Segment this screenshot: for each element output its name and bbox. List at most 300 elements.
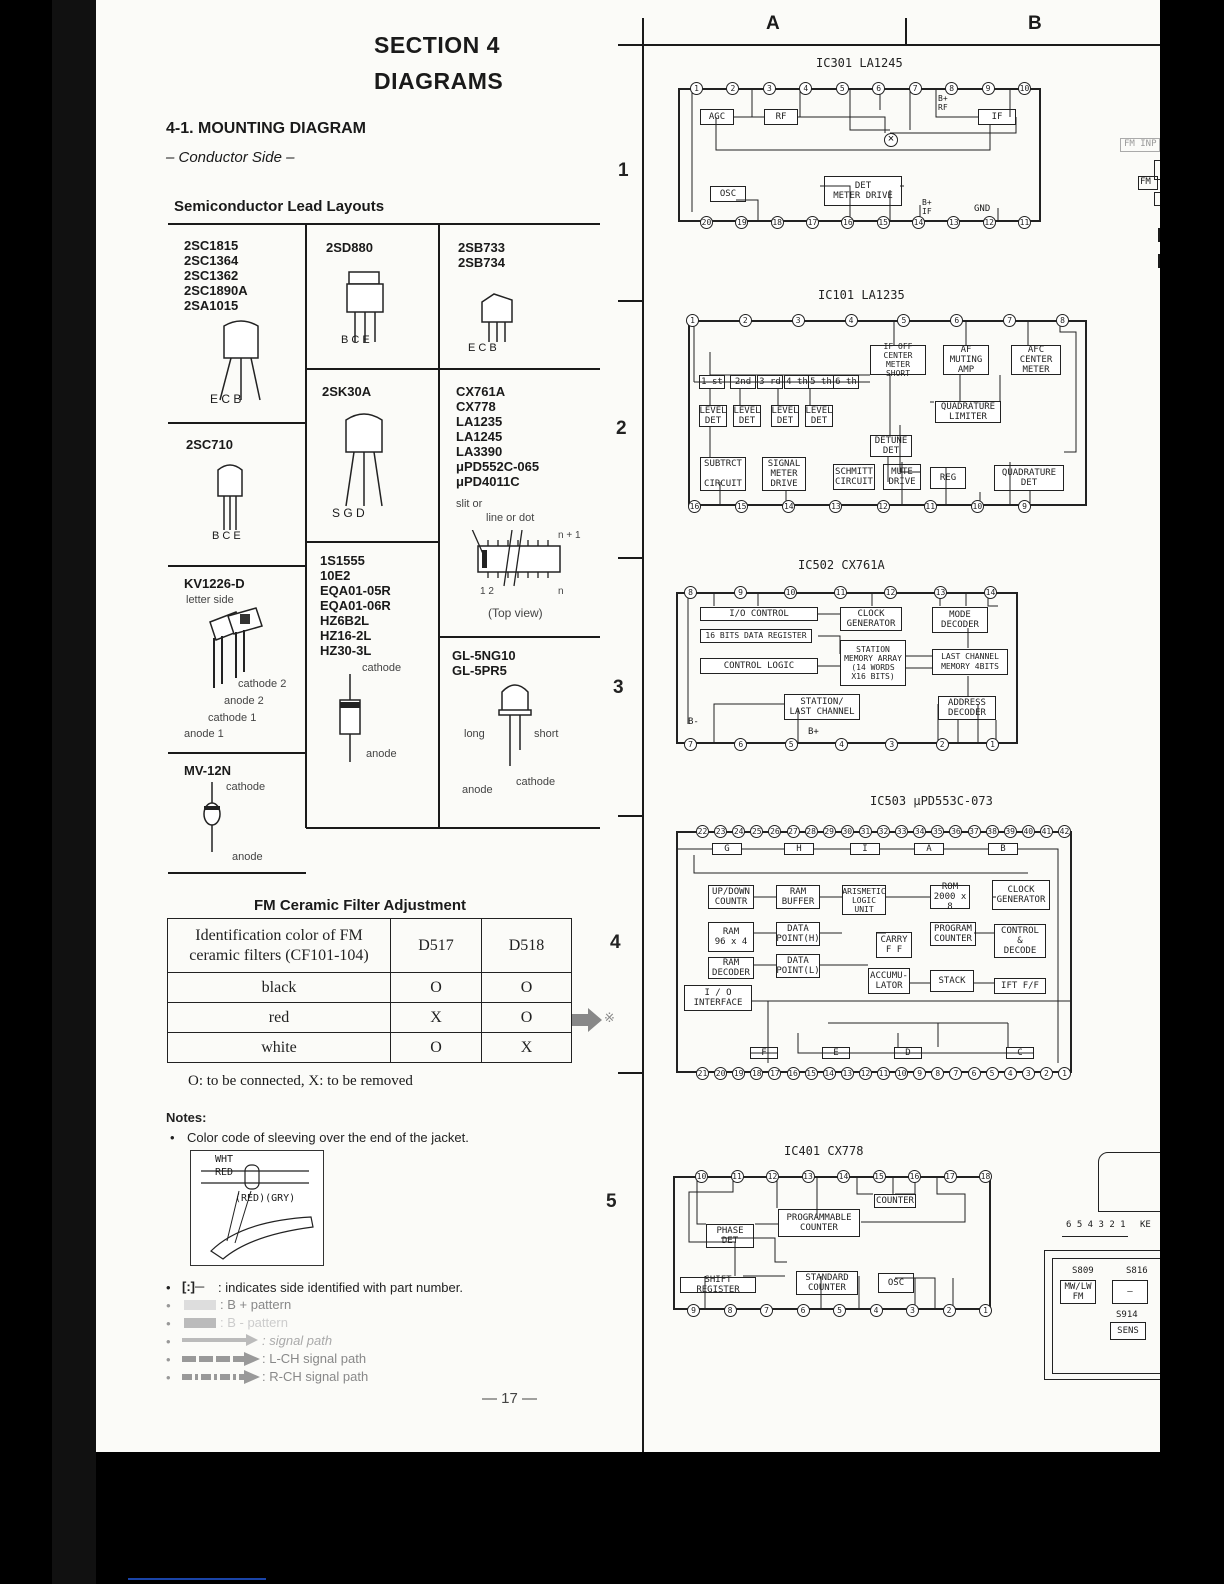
ic503-data-point-h: DATA POINT(H) [776,924,820,944]
ic-pin: 8 [724,1304,737,1317]
ic-pin: 12 [984,218,994,227]
manual-page [96,0,1160,1452]
ic502-data-register-block: 16 BITS DATA REGISTER [700,629,812,643]
grid-line [642,18,644,1452]
ic-pin: 7 [760,1304,773,1317]
ic-pin: 23 [715,827,726,836]
ic-pin: 13 [803,1172,813,1181]
ic502-bminus: B- [688,717,699,727]
ic101-signal-meter-block: SIGNAL METER DRIVE [762,457,806,491]
ic-pin: 18 [980,1172,991,1181]
b-minus-pattern-swatch [184,1318,216,1328]
subsection-title: 4-1. MOUNTING DIAGRAM [166,120,366,137]
ic-pin: 10 [1019,84,1030,93]
ic-pin: 31 [860,827,871,836]
ic-pin: 8 [945,82,958,95]
pointer-arrow-icon [572,1008,604,1032]
fet-icon [336,406,396,516]
ic-pin: 7 [949,1067,962,1080]
scan-artifact-line [128,1578,266,1580]
ic-pin: 11 [835,588,846,597]
filter-row-color: black [167,972,391,1003]
ic503-title: IC503 μPD553C-073 [870,794,993,808]
ic301-osc-block: OSC [710,186,746,202]
filter-row-d518: X [481,1032,572,1063]
ic-pin: 9 [734,586,747,599]
ic-pin: 15 [878,218,888,227]
edge-connector-outline [1098,1152,1160,1212]
ic-pin: 17 [770,1069,780,1078]
ic503-io-interface-block: I / O INTERFACE [684,985,752,1011]
ic-pin: 41 [1041,827,1052,836]
ic301-det-meter-block: DET METER DRIVE [824,176,902,206]
lch-signal-arrow-icon [182,1352,262,1366]
ic101-quad-limiter-block: QUADRATURE LIMITER [935,401,1001,423]
ic503-port-h: H [784,843,814,855]
ic-pin: 8 [931,1067,944,1080]
ic401-standard-counter-block: STANDARD COUNTER [796,1271,858,1295]
ic503-data-point-l: DATA POINT(L) [776,956,820,976]
transistor-icon [474,290,524,350]
ic-pin: 14 [824,1069,834,1078]
redgry-label: (RED)(GRY) [235,1193,296,1204]
ic-pin: 35 [932,827,943,836]
grid-line [306,541,438,543]
ic-pin: 38 [987,827,997,836]
ic101-subtrct-block: SUBTRCT CIRCUIT [700,457,746,491]
ic-pin: 18 [772,218,782,227]
ic301-rf-block: RF [764,109,798,125]
ic401-wiring [675,1178,989,1308]
cathode-label: cathode [226,781,266,793]
ic-pin: 2 [936,738,949,751]
b-plus-pattern-swatch [184,1300,216,1310]
note-signal-path: : signal path [262,1333,333,1348]
ic502-address-decoder-block: ADDRESS DECODER [938,696,996,720]
ic503-ram-buffer-block: RAM BUFFER [776,885,820,909]
ic-pin: 9 [687,1304,700,1317]
ic-pin: 28 [806,827,816,836]
ic-pin: 24 [733,827,744,836]
ic503-ram-decoder-block: RAM DECODER [708,957,754,979]
ic503-wiring [678,833,1070,1071]
ic-pin: 7 [909,82,922,95]
ic-pin: 9 [982,82,995,95]
grid-line [168,752,306,754]
ic-pin: 9 [1018,500,1031,513]
ic-pin: 15 [736,502,747,511]
filter-legend: O: to be connected, X: to be removed [188,1073,413,1089]
ic101-level-det: LEVEL DET [771,406,799,426]
filter-table-header-d517: D517 [390,918,482,973]
ic-pin: 14 [838,1172,849,1181]
ic503-carry-block: CARRY F F [876,932,912,958]
ic101-stage-1: 1 st [699,375,725,389]
ic503-port-e: E [822,1047,850,1059]
grid-line [306,827,600,829]
switch-s809-label: S809 [1072,1266,1094,1276]
ic401-title: IC401 CX778 [784,1144,864,1158]
ic-pin: 3 [885,738,898,751]
ic-pin: 14 [783,502,794,511]
pin-labels: B C E [212,530,241,542]
ic-pin: 19 [733,1069,744,1078]
ic101-stage-3: 3 rd [757,375,783,389]
ic-pin: 16 [843,218,853,227]
grid-tick [618,300,642,302]
grid-row-5: 5 [606,1191,617,1212]
ic101-schmitt-block: SCHMITT CIRCUIT [833,464,875,490]
ic-pin: 30 [842,827,853,836]
grid-tick [618,815,642,817]
section-title: DIAGRAMS [374,68,504,94]
switch-mwlw-fm: MW/LW FM [1060,1280,1096,1304]
part-list-to92: 2SC1815 2SC1364 2SC1362 2SC1890A 2SA1015 [184,238,248,313]
switch-sens: SENS [1110,1322,1146,1340]
ic503-control-decode-block: CONTROL & DECODE [994,924,1046,958]
switch-s816-label: S816 [1126,1266,1148,1276]
note-part-number: : indicates side identified with part number. [218,1280,463,1295]
anode-label: anode [366,748,397,760]
ic-pin: 19 [737,218,747,227]
part-list-kv1226: KV1226-D [184,576,245,591]
short-label: short [534,728,559,740]
ic-pin: 16 [909,1172,920,1181]
ic502-last-channel-block: LAST CHANNEL MEMORY 4BITS [932,649,1008,675]
ic-pin: 5 [897,314,910,327]
filter-row-d517: O [390,1032,482,1063]
ic-pin: 10 [696,1172,707,1181]
ic-pin: 11 [1019,218,1030,227]
ic-pin: 21 [697,1069,708,1078]
ic-pin: 11 [732,1172,742,1181]
ic-pin: 5 [986,1067,999,1080]
ic502-station-last-block: STATION/ LAST CHANNEL [784,694,860,720]
ic-pin: 2 [943,1304,956,1317]
part-list-2sd880: 2SD880 [326,240,373,255]
ic-pin: 1 [690,82,703,95]
wht-label: WHT [215,1154,234,1165]
ic401-shift-register-block: SHIFT REGISTER [680,1277,756,1293]
grid-line [168,223,600,225]
bullet: • [166,1334,171,1349]
ic-pin: 13 [935,588,946,597]
ic-pin: 11 [925,502,936,511]
filter-row-d518: O [481,1002,572,1033]
ic101-mute-drive-block: MUTE DRIVE [883,464,921,490]
grid-row-2: 2 [616,418,627,439]
ic101-stage-2: 2nd [730,375,756,389]
ic101-afc-block: AFC CENTER METER [1011,345,1061,375]
pin-n1-label: n + 1 [558,530,581,541]
ic503-ram-block: RAM 96 x 4 [708,922,754,952]
ic-pin: 5 [836,82,849,95]
ic-pin: 27 [788,827,798,836]
grid-row-4: 4 [610,932,621,953]
pin-labels: B C E [341,334,370,346]
grid-column-a: A [766,13,780,34]
ic503-updown-block: UP/DOWN COUNTR [708,885,754,909]
ic-pin: 7 [684,738,697,751]
anode2-label: anode 2 [224,695,264,707]
ic-pin: 13 [949,218,959,227]
ic-pin: 33 [896,827,907,836]
ic-pin: 40 [1023,827,1034,836]
grid-line [438,224,440,828]
note-b-plus: : B + pattern [220,1297,292,1312]
ic-pin: 9 [913,1067,926,1080]
reference-mark: ※ [604,1010,615,1025]
pin-labels: E C B [468,342,497,354]
ic301-bplus-if: B+ IF [922,198,932,216]
signal-path-arrow-icon [182,1334,262,1346]
anode1-label: anode 1 [184,728,224,740]
cathode-label: cathode [362,662,402,674]
ic-pin: 2 [726,82,739,95]
ic-pin: 7 [1003,314,1016,327]
grid-tick [618,1072,642,1074]
ic-pin: 5 [785,738,798,751]
ic502-bplus: B+ [808,727,819,737]
top-view-label: (Top view) [488,606,543,620]
ic-pin: 32 [878,827,889,836]
ic502-clock-block: CLOCK GENERATOR [840,607,902,631]
long-label: long [464,728,485,740]
part-list-ics: CX761A CX778 LA1235 LA1245 LA3390 μPD552C-065 μPD4011C [456,384,540,489]
red-label: RED [215,1167,234,1178]
ic101-ifoff-block: IF OFF CENTER METER SHORT [870,345,926,375]
slit-label: slit or [456,498,483,510]
ic-pin: 12 [885,588,896,597]
zener-diode-icon [330,674,370,764]
part-list-diodes: 1S1555 10E2 EQA01-05R EQA01-06R HZ6B2L HZ16-2L HZ30-3L [320,553,391,658]
ic-pin: 25 [751,827,762,836]
filter-table-header-id: Identification color of FM ceramic filters (CF101-104) [167,918,391,973]
ic-pin: 16 [689,502,700,511]
ic503-port-a: A [914,843,944,855]
ic-pin: 18 [751,1069,762,1078]
ic301-gnd: GND [974,204,991,214]
bullet: • [166,1280,171,1295]
ic101-afmute-block: AF MUTING AMP [943,345,989,375]
ic-pin: 36 [951,827,961,836]
bullet: • [170,1130,175,1145]
ic502-control-logic-block: CONTROL LOGIC [700,658,818,674]
grid-line [438,636,600,638]
ic503-stack-block: STACK [930,970,974,992]
ic-pin: 13 [842,1069,853,1078]
edge-line [1158,228,1160,242]
ic-pin: 10 [972,502,983,511]
ic503-rom-block: ROM 2000 x 8 [930,885,970,909]
ic-pin: 3 [792,314,805,327]
pin-n-label: n [558,586,564,597]
ic503-program-counter-block: PROGRAM COUNTER [930,922,976,946]
grid-line [618,44,1160,46]
cable-sleeve-icon [191,1151,323,1265]
ic-pin: 15 [874,1172,884,1181]
ic503-port-i: I [850,843,880,855]
ic-pin: 3 [763,82,776,95]
ic-pin: 8 [1056,314,1069,327]
grid-line [905,18,907,44]
ic-pin: 20 [701,218,712,227]
ic401-phase-det-block: PHASE DET [706,1224,754,1248]
ic-pin: 2 [1040,1067,1053,1080]
ic301-if-block: IF [978,109,1016,125]
grid-line [306,368,600,370]
ic401-osc-block: OSC [878,1273,914,1293]
ic-pin: 17 [807,218,818,227]
ic502-mode-decoder-block: MODE DECODER [932,607,988,633]
ic-pin: 11 [878,1069,889,1078]
ic502-io-control-block: I/O CONTROL [700,607,818,621]
ic503-port-c: C [1006,1047,1034,1059]
ic-pin: 26 [770,827,780,836]
notes-title: Notes: [166,1110,207,1125]
note-sleeving: Color code of sleeving over the end of the jacket. [187,1130,469,1145]
filter-row-d517: O [390,972,482,1003]
ic-pin: 39 [1005,827,1015,836]
edge-fm-label: FM [1140,177,1151,187]
rch-signal-arrow-icon [182,1370,262,1384]
switch-s914-label: S914 [1116,1310,1138,1320]
filter-row-d518: O [481,972,572,1003]
ic-pin: 1 [986,738,999,751]
filter-table-title: FM Ceramic Filter Adjustment [254,897,466,914]
ic101-level-det: LEVEL DET [805,406,833,426]
grid-line [168,565,306,567]
filter-row-color: white [167,1032,391,1063]
grid-row-3: 3 [613,677,624,698]
cathode2-label: cathode 2 [238,678,287,690]
ic-pin: 29 [824,827,834,836]
ic-pin: 2 [739,314,752,327]
note-b-minus: : B - pattern [220,1315,288,1330]
grid-line [168,422,306,424]
ic-pin: 42 [1059,827,1070,836]
ic503-ift-ff-block: IFT F/F [994,978,1046,994]
filter-row-d517: X [390,1002,482,1033]
ic-pin: 22 [697,827,708,836]
ic101-stage-4: 4 th [784,375,810,389]
ic301-bplus-rf: B+ RF [938,94,948,112]
ic-pin: 12 [878,502,888,511]
ic-pin: 6 [950,314,963,327]
scan-left-edge [52,0,96,1584]
part-number-side-icon: [:]─ [182,1279,205,1294]
ic-pin: 8 [684,586,697,599]
ic101-detune-block: DETUNE DET [870,435,912,457]
switch-s816: — [1112,1280,1148,1304]
ic502-title: IC502 CX761A [798,558,885,572]
subsection-subtitle: – Conductor Side – [166,149,295,166]
ic-pin: 5 [833,1304,846,1317]
ic502-wiring [678,594,1016,742]
ic-pin: 10 [896,1069,907,1078]
ic503-port-f: F [750,1047,778,1059]
line-label: line or dot [486,512,535,524]
ic-pin: 12 [767,1172,778,1181]
ic-pin: 37 [969,827,979,836]
ic-pin: 4 [870,1304,883,1317]
ic-pin: 15 [806,1069,816,1078]
grid-tick [618,557,642,559]
ic503-alu-block: ARISMETIC LOGIC UNIT [842,886,886,914]
ic-pin: 20 [715,1069,726,1078]
grid-column-b: B [1028,13,1042,34]
ic-pin: 4 [845,314,858,327]
ic-pin: 1 [1058,1067,1071,1080]
ic-pin: 16 [788,1069,798,1078]
ic101-reg-block: REG [930,467,966,489]
ic-pin: 1 [979,1304,992,1317]
bullet: • [166,1298,171,1313]
ic-pin: 6 [734,738,747,751]
ic-pin: 17 [945,1172,955,1181]
ic101-level-det: LEVEL DET [699,406,727,426]
note-lch: : L-CH signal path [262,1351,367,1366]
ic301-title: IC301 LA1245 [816,56,903,70]
section-label: SECTION 4 [374,32,500,58]
bullet: • [166,1316,171,1331]
ic-pin: 6 [797,1304,810,1317]
ic101-quad-det-block: QUADRATURE DET [994,465,1064,491]
ic502-station-memory-block: STATION MEMORY ARRAY (14 WORDS X16 BITS) [840,640,906,686]
grid-row-1: 1 [618,160,629,181]
ic503-accumulator-block: ACCUMU- LATOR [868,968,910,994]
bullet: • [166,1370,171,1385]
ic-pin: 3 [1022,1067,1035,1080]
filter-table-header-d518: D518 [481,918,572,973]
ic301-wiring [680,90,1040,220]
ic503-port-g: G [712,843,742,855]
dip-ic-icon [468,530,578,590]
sleeving-illustration [190,1150,324,1266]
ic101-title: IC101 LA1235 [818,288,905,302]
bullet: • [166,1352,171,1367]
edge-block [1154,192,1160,206]
diode-icon [196,780,236,860]
edge-line [1158,254,1160,268]
led-icon [490,680,540,770]
ic301-agc-block: AGC [700,109,734,125]
part-list-led: GL-5NG10 GL-5PR5 [452,648,516,678]
ic-pin: 4 [799,82,812,95]
grid-line [168,872,306,874]
ic101-stage-5: 5 th [808,375,834,389]
grid-line [305,224,307,828]
mixer-icon: × [884,133,898,147]
page-number: — 17 — [482,1390,538,1407]
pin-1-label: 1 2 [480,586,494,597]
lead-layouts-heading: Semiconductor Lead Layouts [174,198,385,215]
part-list-2sc710: 2SC710 [186,437,233,452]
ic-pin: 4 [835,738,848,751]
anode-label: anode [232,851,263,863]
pin-labels: E C B [210,392,242,406]
ic503-clock-block: CLOCK GENERATOR [992,880,1050,910]
ic101-wiring [690,322,1086,504]
ic-pin: 12 [860,1069,871,1078]
ic-pin: 6 [872,82,885,95]
cathode1-label: cathode 1 [208,712,257,724]
ic-pin: 10 [785,588,796,597]
ic-pin: 14 [913,218,924,227]
fm-input-label: FM INP [1124,139,1157,149]
anode-label: anode [462,784,493,796]
ic-pin: 14 [985,588,996,597]
